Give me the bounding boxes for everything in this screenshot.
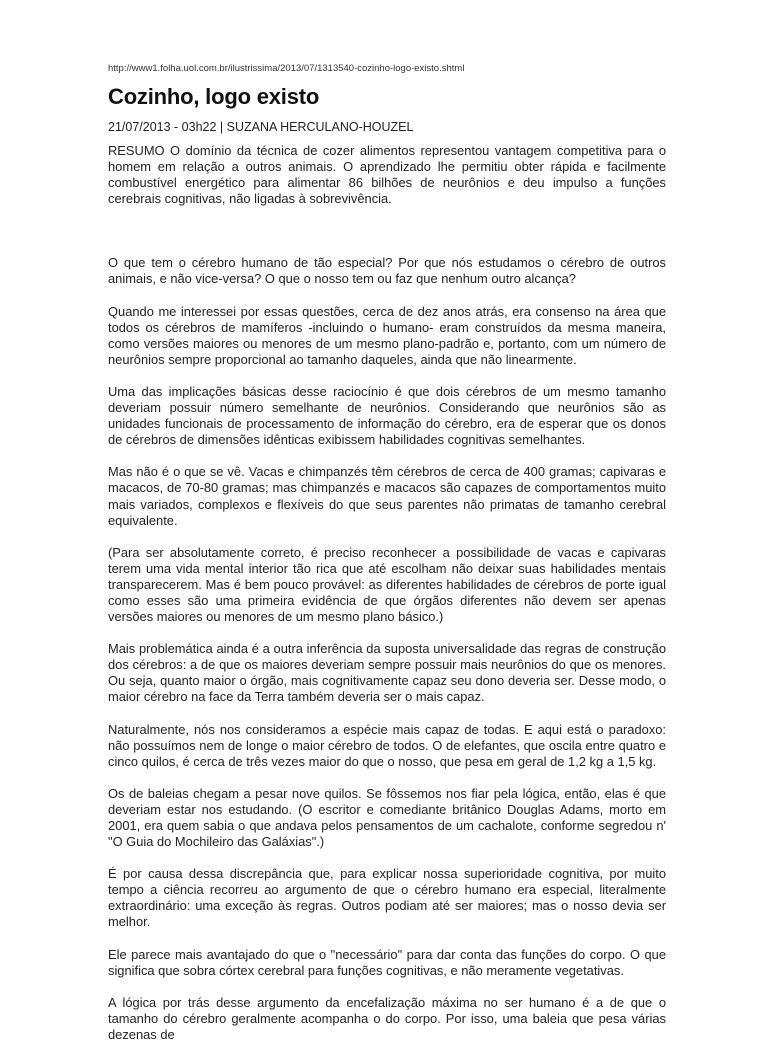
- article-paragraph: Mas não é o que se vê. Vacas e chimpanzés têm cérebros de cerca de 400 gramas; capivaras e macacos, de 70-80 gramas; mas chimpanzés e macacos são capazes de comportamentos muito mais variados, complexos e flexíveis do que seus parentes não primatas de tamanho cerebral equivalente.: [108, 464, 666, 528]
- article-paragraph: (Para ser absolutamente correto, é preciso reconhecer a possibilidade de vacas e capivaras terem uma vida mental interior tão rica que até escolham não deixar suas habilidades mentais transparecerem. Mas é bem pouco provável: as diferentes habilidades de cérebros de porte igual como esses são uma primeira evidência de que órgãos diferentes não devem ser apenas versões maiores ou menores de um mesmo plano básico.): [108, 544, 666, 625]
- article-body: [108, 143, 666, 1059]
- article-title: Cozinho, logo existo: [108, 84, 320, 109]
- article-paragraph: Uma das implicações básicas desse raciocínio é que dois cérebros de um mesmo tamanho deveriam possuir número semelhante de neurônios. Considerando que neurônios são as unidades funcionais de processamento de informação do cérebro, era de esperar que os donos de cérebros de dimensões idênticas exibissem habilidades cognitivas semelhantes.: [108, 383, 666, 448]
- article-paragraph: Ele parece mais avantajado do que o "necessário" para dar conta das funções do corpo. O que significa que sobra córtex cerebral para funções cognitivas, e não meramente vegetativas.: [108, 946, 666, 978]
- article-paragraph: O que tem o cérebro humano de tão especial? Por que nós estudamos o cérebro de outros animais, e não vice-versa? O que o nosso tem ou faz que nenhum outro alcança?: [108, 255, 666, 287]
- article-paragraph: A lógica por trás desse argumento da encefalização máxima no ser humano é a de que o tamanho do cérebro geralmente acompanha o do corpo. Por isso, uma baleia que pesa várias dezenas de: [108, 994, 666, 1042]
- article-paragraph: Naturalmente, nós nos consideramos a espécie mais capaz de todas. E aqui está o paradoxo: não possuímos nem de longe o maior cérebro de todos. O de elefantes, que oscila entre quatro e cinco quilos, é cerca de três vezes maior do que o nosso, que pesa em geral de 1,2 kg a 1,5 kg.: [108, 721, 666, 769]
- article-paragraph: Os de baleias chegam a pesar nove quilos. Se fôssemos nos fiar pela lógica, então, elas é que deveriam estar nos estudando. (O escritor e comediante britânico Douglas Adams, morto em 2001, era quem sabia o que andava pelos pensamentos de um cachalote, conforme segredou n' "O Guia do Mochileiro das Galáxias".): [108, 785, 666, 850]
- source-url[interactable]: http://www1.folha.uol.com.br/ilustrissima/2013/07/1313540-cozinho-logo-existo.shtml: [108, 63, 465, 74]
- article-paragraph: Quando me interessei por essas questões, cerca de dez anos atrás, era consenso na área que todos os cérebros de mamíferos -incluindo o humano- eram construídos da mesma maneira, como versões maiores ou menores de um mesmo plano-padrão e, portanto, com um número de neurônios sempre proporcional ao tamanho daqueles, ainda que não linearmente.: [108, 303, 666, 367]
- article-paragraph: É por causa dessa discrepância que, para explicar nossa superioridade cognitiva, por muito tempo a ciência recorreu ao argumento de que o cérebro humano era especial, literalmente extraordinário: uma exceção às regras. Outros podiam até ser maiores; mas o nosso devia ser melhor.: [108, 866, 666, 930]
- article-byline: 21/07/2013 - 03h22 | SUZANA HERCULANO-HOUZEL: [108, 120, 414, 134]
- article-summary: RESUMO O domínio da técnica de cozer alimentos representou vantagem competitiva para o homem em relação a outros animais. O aprendizado lhe permitiu obter rápida e facilmente combustível energético para alimentar 86 bilhões de neurônios e deu impulso a funções cerebrais cognitivas, não ligadas à sobrevivência.: [108, 143, 666, 207]
- article-paragraph: Mais problemática ainda é a outra inferência da suposta universalidade das regras de construção dos cérebros: a de que os maiores deveriam sempre possuir mais neurônios do que os menores. Ou seja, quanto maior o órgão, mais cognitivamente capaz seu dono deveria ser. Desse modo, o maior cérebro na face da Terra também deveria ser o mais capaz.: [108, 641, 666, 705]
